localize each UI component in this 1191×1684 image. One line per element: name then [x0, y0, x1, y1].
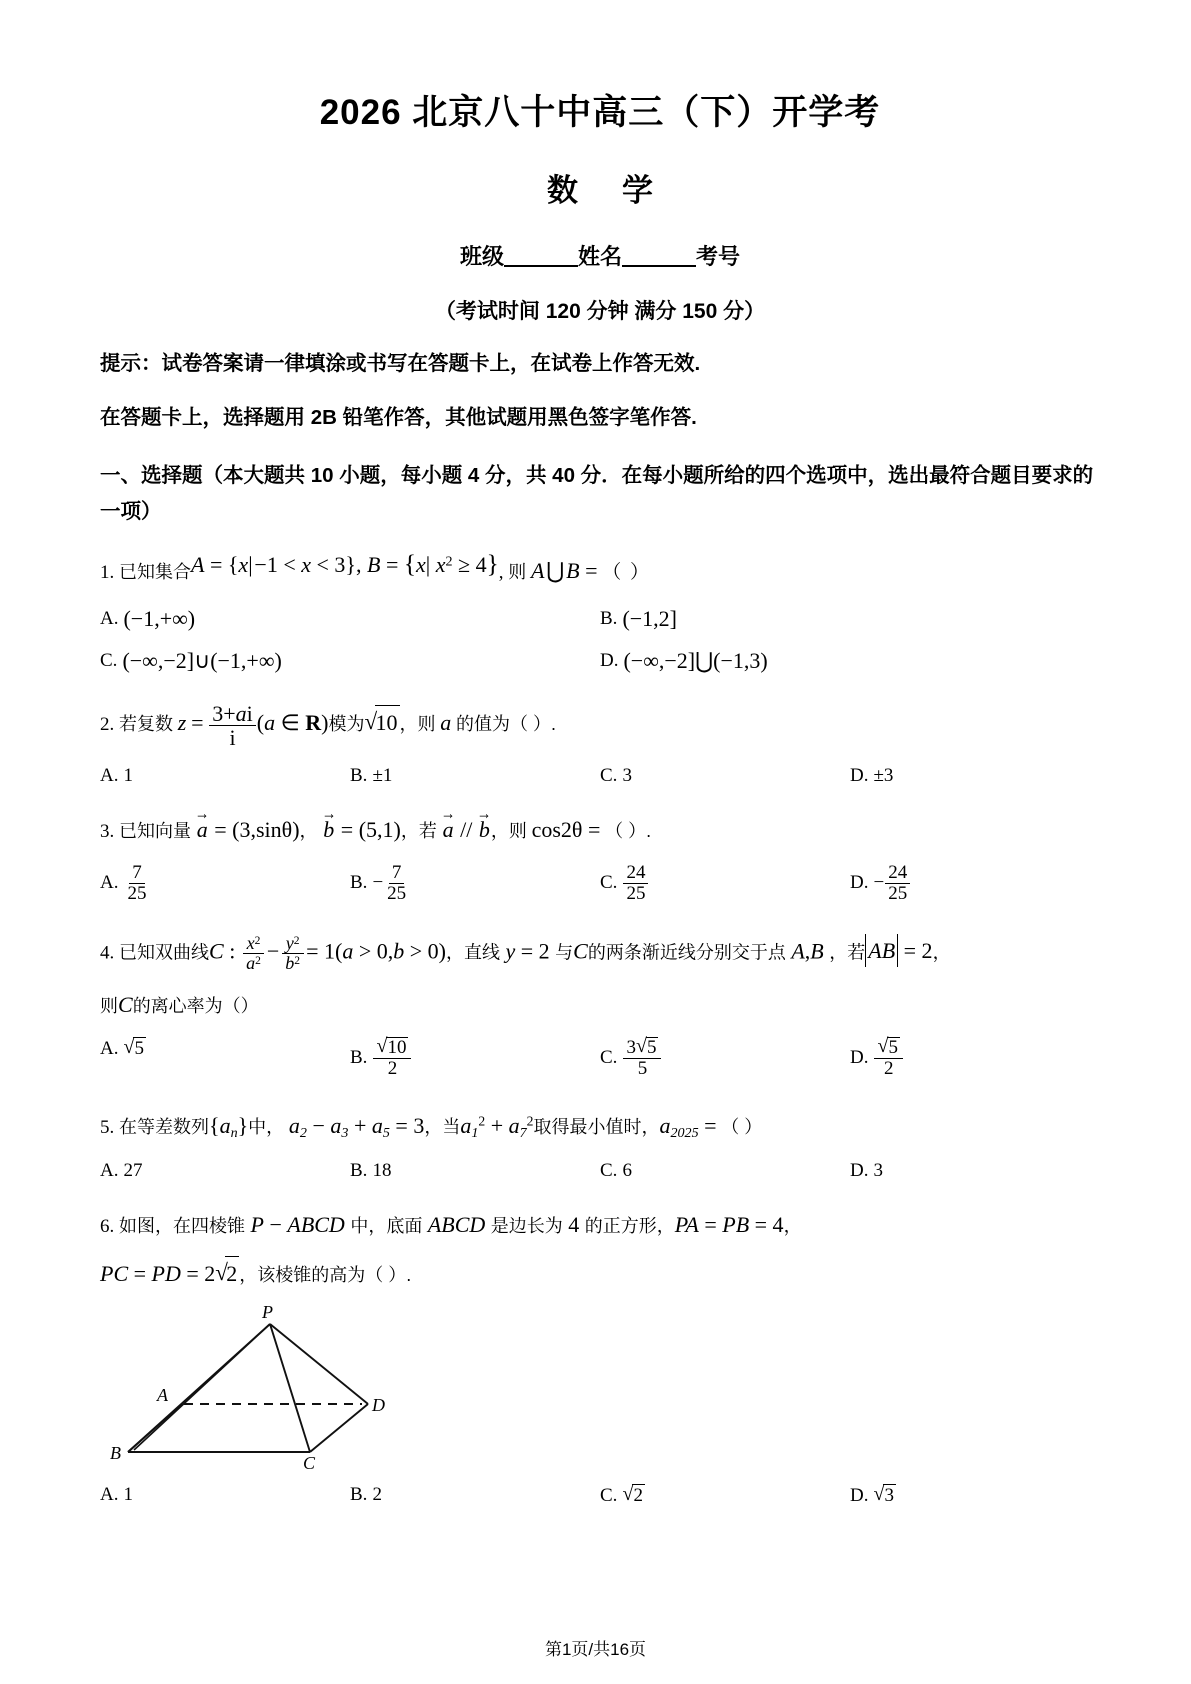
- option-1-B[interactable]: [600, 606, 1100, 632]
- option-6-A-label: A.: [100, 1484, 119, 1506]
- student-id-line: [100, 240, 1100, 271]
- option-6-C-label: C.: [600, 1484, 618, 1506]
- option-2-A-value: 1: [123, 765, 133, 787]
- label-name: 姓名: [577, 244, 622, 269]
- option-5-B-value: 18: [372, 1160, 392, 1182]
- label-class: 班级: [459, 244, 504, 269]
- option-4-D-label: D.: [850, 1047, 869, 1069]
- option-1-D[interactable]: [600, 648, 1100, 674]
- question-3-options: [100, 863, 1100, 904]
- question-1-number: 1.: [100, 562, 115, 584]
- option-4-B-value: √ $\frac{10}{2}$: [373, 1037, 411, 1079]
- option-1-C-value: (−∞,−2]∪(−1,+∞): [122, 648, 282, 674]
- note-line-1: 提示：试卷答案请一律填涂或书写在答题卡上，在试卷上作答无效.: [100, 352, 701, 375]
- page-content: [100, 0, 1100, 1507]
- option-3-C-label: C.: [600, 872, 618, 894]
- option-4-B-label: B.: [350, 1047, 368, 1069]
- question-4-options: [100, 1037, 1100, 1079]
- option-4-D[interactable]: [850, 1037, 1100, 1079]
- label-number: 考号: [696, 244, 741, 269]
- option-6-D-label: D.: [850, 1484, 869, 1506]
- option-4-B[interactable]: [350, 1037, 600, 1079]
- question-5: [100, 1109, 1100, 1144]
- question-2-options: [100, 765, 1100, 787]
- option-6-B[interactable]: [350, 1484, 600, 1506]
- question-3-number: 3.: [100, 821, 115, 843]
- question-4-stem-line2: 则C的离心率为（）: [100, 991, 259, 1017]
- option-6-B-label: B.: [350, 1484, 368, 1506]
- option-4-C[interactable]: [600, 1037, 850, 1079]
- option-5-D-value: 3: [873, 1160, 883, 1182]
- label-B: B: [110, 1443, 121, 1464]
- option-5-C-value: 6: [622, 1160, 632, 1182]
- question-2: [100, 702, 1100, 749]
- option-2-D-label: D.: [850, 765, 869, 787]
- option-6-A-value: 1: [123, 1484, 133, 1506]
- question-5-number: 5.: [100, 1117, 115, 1139]
- label-D: D: [372, 1395, 385, 1416]
- option-3-C[interactable]: [600, 863, 850, 904]
- label-A: A: [157, 1385, 168, 1406]
- option-3-C-value: $\frac{24}{25}$: [623, 863, 648, 904]
- note-line-2: 在答题卡上，选择题用 2B 铅笔作答，其他试题用黑色签字笔作答.: [100, 405, 697, 429]
- option-6-A[interactable]: [100, 1484, 350, 1506]
- option-3-B[interactable]: [350, 863, 600, 904]
- section-heading: 一、选择题（本大题共 10 小题，每小题 4 分，共 40 分．在每小题所给的四个选项中，选出最符合题目要求的一项）: [100, 464, 1094, 524]
- question-4: [100, 934, 1100, 1021]
- option-6-D-value: √ 3: [873, 1484, 896, 1507]
- option-2-B-label: B.: [350, 765, 368, 787]
- edge-PC: [270, 1324, 310, 1452]
- option-2-D-value: ±3: [873, 765, 894, 787]
- question-3: [100, 813, 1100, 847]
- subject-title: [100, 165, 1100, 210]
- option-4-A[interactable]: [100, 1037, 350, 1060]
- question-5-options: [100, 1160, 1100, 1182]
- option-2-B[interactable]: [350, 765, 600, 787]
- class-blank[interactable]: [504, 243, 578, 267]
- option-4-C-value: $\frac{3 √ 5}{5}$: [623, 1037, 661, 1079]
- option-1-B-value: (−1,2]: [622, 606, 677, 632]
- option-2-B-value: ±1: [372, 765, 393, 787]
- option-3-B-label: B.: [350, 872, 368, 894]
- option-3-A-label: A.: [100, 872, 119, 894]
- page-footer: 第1页/共16页: [544, 1640, 647, 1659]
- option-3-D-label: D.: [850, 872, 869, 894]
- question-1-options-2: [100, 648, 1100, 674]
- option-1-A[interactable]: [100, 606, 600, 632]
- option-2-C[interactable]: [600, 765, 850, 787]
- question-6: [100, 1208, 1100, 1290]
- option-3-B-sign: −: [372, 872, 384, 894]
- option-4-D-value: √ $\frac{5}{2}$: [874, 1037, 903, 1079]
- question-4-number: 4.: [100, 942, 115, 964]
- name-blank[interactable]: [622, 243, 696, 267]
- option-4-A-label: A.: [100, 1037, 119, 1059]
- option-2-A[interactable]: [100, 765, 350, 787]
- label-C: C: [303, 1453, 316, 1470]
- option-3-A-value: $\frac{7}{25}$: [127, 861, 147, 904]
- pyramid-svg: [110, 1304, 440, 1469]
- label-P: P: [262, 1304, 273, 1323]
- edge-PD: [270, 1324, 368, 1404]
- option-4-C-label: C.: [600, 1047, 618, 1069]
- option-2-A-label: A.: [100, 765, 119, 787]
- question-1-options: [100, 606, 1100, 632]
- page-title: 2026 北京八十中高三（下）开学考: [319, 93, 881, 132]
- subject-char-2: 学: [622, 173, 653, 208]
- option-3-B-value: $\frac{7}{25}$: [387, 861, 407, 904]
- question-2-stem: 2. 若复数 z = $\frac{3+ai}{i}$ (a ∈ R)模为 √ 10 ，则 a 的值为（ ）.: [100, 702, 1100, 749]
- option-1-D-value: (−∞,−2]⋃(−1,3): [623, 648, 768, 674]
- option-5-C[interactable]: [600, 1160, 850, 1182]
- question-1-text-b: 则: [508, 562, 527, 583]
- question-1-stem: 1. 已知集合A = {x| −1 < x < 3}, B = {x| $x^2 \ge 4$}, 则 A ⋃ B = （ ）: [100, 550, 652, 584]
- pyramid-figure: [110, 1304, 1100, 1474]
- option-1-C[interactable]: [100, 648, 600, 674]
- option-1-B-label: B.: [600, 608, 618, 630]
- question-2-number: 2.: [100, 714, 115, 736]
- option-5-B[interactable]: [350, 1160, 600, 1182]
- option-2-D[interactable]: [850, 765, 1100, 787]
- question-1-answer-paren: （ ）: [602, 562, 652, 584]
- option-1-C-label: C.: [100, 650, 118, 672]
- option-6-C-value: √ 2: [622, 1484, 645, 1507]
- option-2-C-value: 3: [622, 765, 632, 787]
- question-5-stem: 5. 在等差数列$\{a_n\}$中， $a_2 - a_3 + a_5 = 3$，当$a_1^2 + a_7^2$取得最小值时，$a_{2025}$ = （ ）: [100, 1113, 763, 1141]
- option-5-C-label: C.: [600, 1160, 618, 1182]
- question-1-text-a: 已知集合: [119, 562, 191, 583]
- option-3-D-sign: −: [873, 872, 885, 894]
- option-5-A[interactable]: [100, 1160, 350, 1182]
- question-3-stem: 3. 已知向量 a → = (3,sinθ)， b → = (5,1)，若 a → // b →，则 cos2θ = （ ）.: [100, 813, 1100, 847]
- question-1: [100, 552, 1100, 590]
- question-6-stem-line2: PC = PD = 2 √ 2 ，该棱锥的高为（ ）.: [100, 1256, 1100, 1291]
- option-6-D[interactable]: [850, 1484, 1100, 1507]
- option-4-A-value: √ 5: [123, 1037, 146, 1060]
- option-5-A-label: A.: [100, 1160, 119, 1182]
- sqrt-10: √ 10: [365, 705, 400, 739]
- option-1-D-label: D.: [600, 650, 619, 672]
- question-6-stem-line1: 6. 如图，在四棱锥 P − ABCD 中，底面 ABCD 是边长为 4 的正方形，PA = PB = 4，: [100, 1212, 802, 1238]
- option-5-B-label: B.: [350, 1160, 368, 1182]
- edge-AP: [134, 1324, 270, 1450]
- subject-char-1: 数: [547, 173, 578, 208]
- question-4-stem-line1: 4. 已知双曲线C : $\frac{x^2}{a^2}$ − $\frac{y^2}{b^2}$ = 1(a > 0,b > 0)，直线 y = 2 与C的两条渐近线分别交于点 A,B ，若 AB = 2，: [100, 932, 951, 974]
- option-5-D-label: D.: [850, 1160, 869, 1182]
- option-5-A-value: 27: [123, 1160, 143, 1182]
- option-1-A-value: (−1,+∞): [123, 606, 196, 632]
- option-3-A[interactable]: [100, 863, 350, 904]
- option-2-C-label: C.: [600, 765, 618, 787]
- option-1-A-label: A.: [100, 608, 119, 630]
- option-5-D[interactable]: [850, 1160, 1100, 1182]
- option-3-D[interactable]: [850, 863, 1100, 904]
- option-6-B-value: 2: [372, 1484, 382, 1506]
- question-6-number: 6.: [100, 1216, 115, 1238]
- exam-info: （考试时间 120 分钟 满分 150 分）: [434, 300, 766, 323]
- option-6-C[interactable]: [600, 1484, 850, 1507]
- question-6-options: [100, 1484, 1100, 1507]
- edge-CD: [310, 1404, 368, 1452]
- option-3-D-value: $\frac{24}{25}$: [885, 863, 910, 904]
- complex-fraction: $\frac{3+ai}{i}$: [209, 702, 256, 749]
